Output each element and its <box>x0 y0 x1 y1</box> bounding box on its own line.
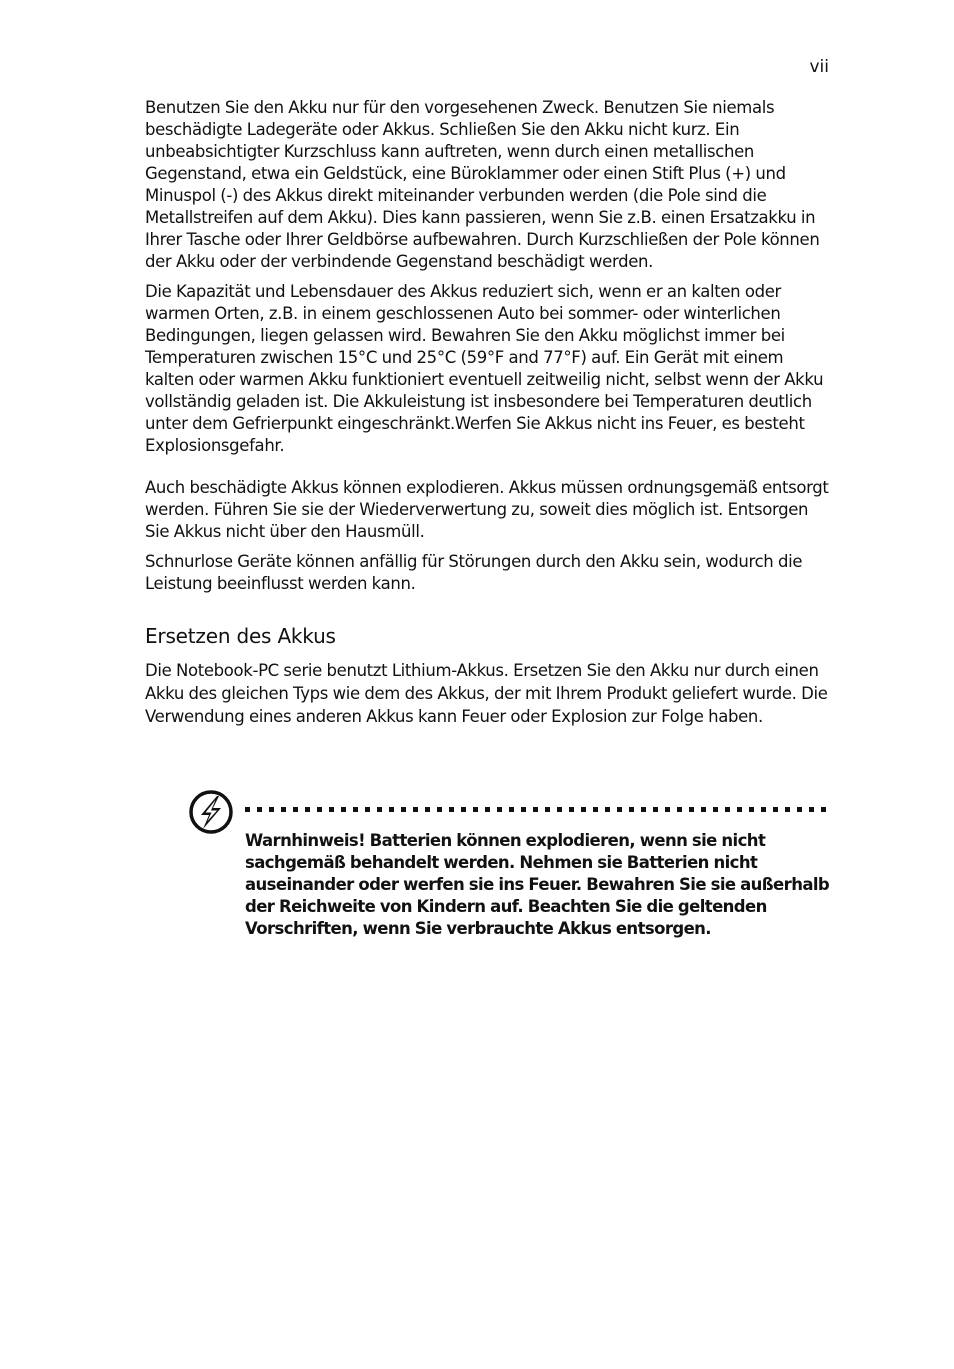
warning-block <box>188 787 836 947</box>
paragraph-battery-disposal: Auch beschädigte Akkus können explodieren. Akkus müssen ordnungsgemäß entsorgt werden. Führen Sie sie der Wiederverwertung zu, soweit dies möglich ist. Entsorgen Sie Akkus nicht über den Hausmüll. <box>145 478 829 541</box>
section-heading: Ersetzen des Akkus <box>145 624 336 648</box>
dotted-divider <box>245 807 831 812</box>
lightning-warning-icon <box>188 789 234 835</box>
paragraph-battery-capacity: Die Kapazität und Lebensdauer des Akkus reduziert sich, wenn er an kalten oder warmen Orten, z.B. in einem geschlossenen Auto bei sommer- oder winterlichen Bedingungen, liegen gelassen wird. Bewahren Sie den Akku möglichst immer bei Temperaturen zwischen 15°C und 25°C (59°F and 77°F) auf. Ein Gerät mit einem kalten oder warmen Akku funktioniert eventuell zeitweilig nicht, selbst wenn der Akku vollständig geladen ist. Die Akkuleistung ist insbesondere bei Temperaturen deutlich unter dem Gefrierpunkt eingeschränkt.Werfen Sie Akkus nicht ins Feuer, es besteht Explosionsgefahr. <box>145 282 824 455</box>
page-number: vii <box>809 57 829 77</box>
main-content <box>145 97 835 728</box>
section-paragraph: Die Notebook-PC serie benutzt Lithium-Akkus. Ersetzen Sie den Akku nur durch einen Akku des gleichen Typs wie dem des Akkus, der mit Ihrem Produkt geliefert wurde. Die Verwendung eines anderen Akkus kann Feuer oder Explosion zur Folge haben. <box>145 661 828 726</box>
warning-text: Warnhinweis! Batterien können explodieren, wenn sie nicht sachgemäß behandelt werden. Nehmen sie Batterien nicht auseinander oder werfen sie ins Feuer. Bewahren Sie sie außerhalb der Reichweite von Kindern auf. Beachten Sie die geltenden Vorschriften, wenn Sie verbrauchte Akkus entsorgen. <box>245 831 830 938</box>
paragraph-cordless-interference: Schnurlose Geräte können anfällig für Störungen durch den Akku sein, wodurch die Leistung beeinflusst werden kann. <box>145 552 803 593</box>
paragraph-battery-use: Benutzen Sie den Akku nur für den vorgesehenen Zweck. Benutzen Sie niemals beschädigte Ladegeräte oder Akkus. Schließen Sie den Akku nicht kurz. Ein unbeabsichtigter Kurzschluss kann auftreten, wenn durch einen metallischen Gegenstand, etwa ein Geldstück, eine Büroklammer oder einen Stift Plus (+) und Minuspol (-) des Akkus direkt miteinander verbunden werden (die Pole sind die Metallstreifen auf dem Akku). Dies kann passieren, wenn Sie z.B. einen Ersatzakku in Ihrer Tasche oder Ihrer Geldbörse aufbewahren. Durch Kurzschließen der Pole können der Akku oder der verbindende Gegenstand beschädigt werden. <box>145 98 820 271</box>
